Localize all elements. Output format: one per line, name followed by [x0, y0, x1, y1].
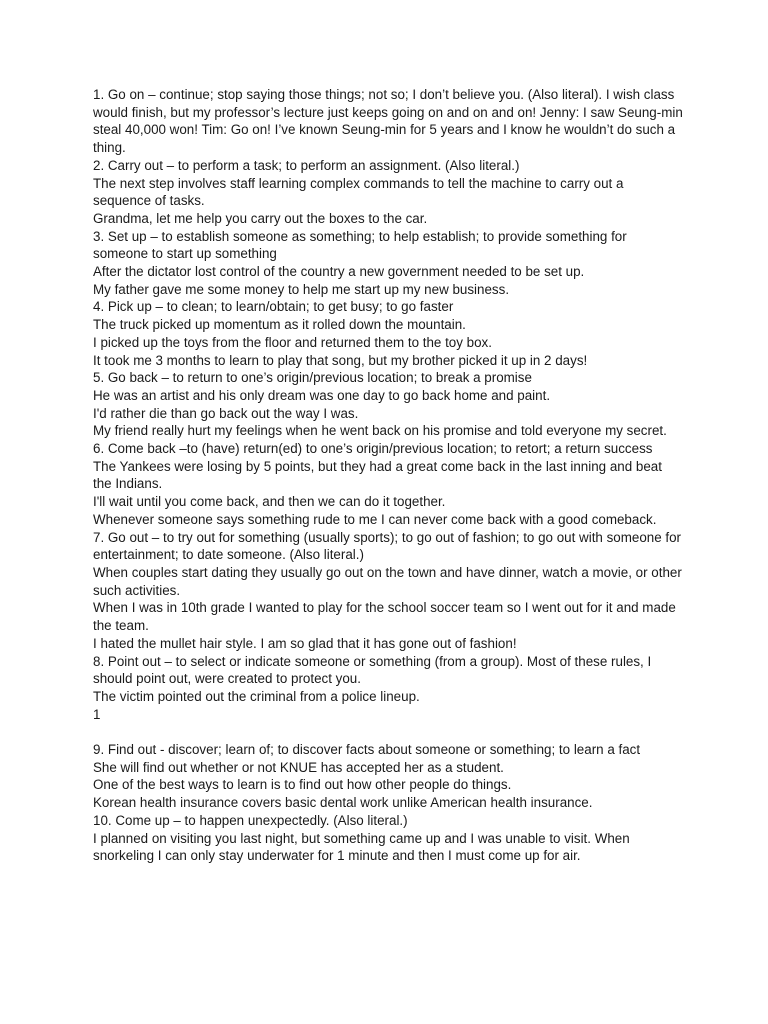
text-line: Korean health insurance covers basic dental work unlike American health insurance. [93, 795, 593, 811]
text-line: 9. Find out - discover; learn of; to discover facts about someone or something; to learn a fact [93, 742, 641, 757]
text-line: I planned on visiting you last night, but something came up and I was unable to visit. When snorkeling I can only stay underwater for 1 minute and then I must come up for air. [93, 830, 630, 864]
text-line: Whenever someone says something rude to me I can never come back with a good comeback. [93, 511, 657, 527]
text-line: 5. Go back – to return to one’s origin/previous location; to break a promise [93, 370, 532, 386]
blank-line [93, 723, 683, 741]
text-line: I'll wait until you come back, and then we can do it together. [93, 494, 446, 510]
text-line: The next step involves staff learning complex commands to tell the machine to carry out a sequence of tasks. [93, 175, 624, 209]
text-line: It took me 3 months to learn to play that song, but my brother picked it up in 2 days! [93, 352, 588, 368]
text-line: My friend really hurt my feelings when he went back on his promise and told everyone my secret. [93, 423, 667, 439]
text-line: I'd rather die than go back out the way I was. [93, 405, 359, 421]
text-line: 1 [93, 706, 101, 722]
text-line: 6. Come back –to (have) return(ed) to one’s origin/previous location; to retort; a return success [93, 441, 653, 457]
text-line: 1. Go on – continue; stop saying those things; not so; I don’t believe you. (Also literal). I wish class would finish, but my professor’s lecture just keeps going on and on and on! Jenny: I saw Seung-min steal 40,000 won! Tim: Go on! I’ve known Seung-min for 5 years and I know he wouldn’t do such a thing. [93, 87, 683, 156]
text-line: One of the best ways to learn is to find out how other people do things. [93, 777, 512, 793]
text-line: Grandma, let me help you carry out the boxes to the car. [93, 210, 428, 226]
text-line: 8. Point out – to select or indicate someone or something (from a group). Most of these rules, I should point out, were created to protect you. [93, 653, 652, 687]
text-line: My father gave me some money to help me start up my new business. [93, 281, 510, 297]
text-line: When I was in 10th grade I wanted to play for the school soccer team so I went out for it and made the team. [93, 600, 676, 634]
text-line: I picked up the toys from the floor and returned them to the toy box. [93, 334, 492, 350]
text-line: 10. Come up – to happen unexpectedly. (Also literal.) [93, 812, 408, 828]
text-line: The victim pointed out the criminal from a police lineup. [93, 688, 420, 704]
text-line: 3. Set up – to establish someone as something; to help establish; to provide something for someone to start up something [93, 228, 627, 262]
text-line: She will find out whether or not KNUE has accepted her as a student. [93, 759, 504, 775]
text-line: 2. Carry out – to perform a task; to perform an assignment. (Also literal.) [93, 157, 520, 173]
text-line: I hated the mullet hair style. I am so glad that it has gone out of fashion! [93, 635, 517, 651]
text-line: He was an artist and his only dream was one day to go back home and paint. [93, 387, 551, 403]
text-line: 4. Pick up – to clean; to learn/obtain; to get busy; to go faster [93, 299, 454, 315]
document-body [93, 86, 683, 865]
text-line: The Yankees were losing by 5 points, but they had a great come back in the last inning and beat the Indians. [93, 458, 662, 492]
text-line: When couples start dating they usually go out on the town and have dinner, watch a movie, or other such activities. [93, 564, 682, 598]
text-line: 7. Go out – to try out for something (usually sports); to go out of fashion; to go out with someone for entertainment; to date someone. (Also literal.) [93, 529, 682, 563]
text-line: The truck picked up momentum as it rolled down the mountain. [93, 317, 466, 333]
text-line: After the dictator lost control of the country a new government needed to be set up. [93, 264, 585, 280]
